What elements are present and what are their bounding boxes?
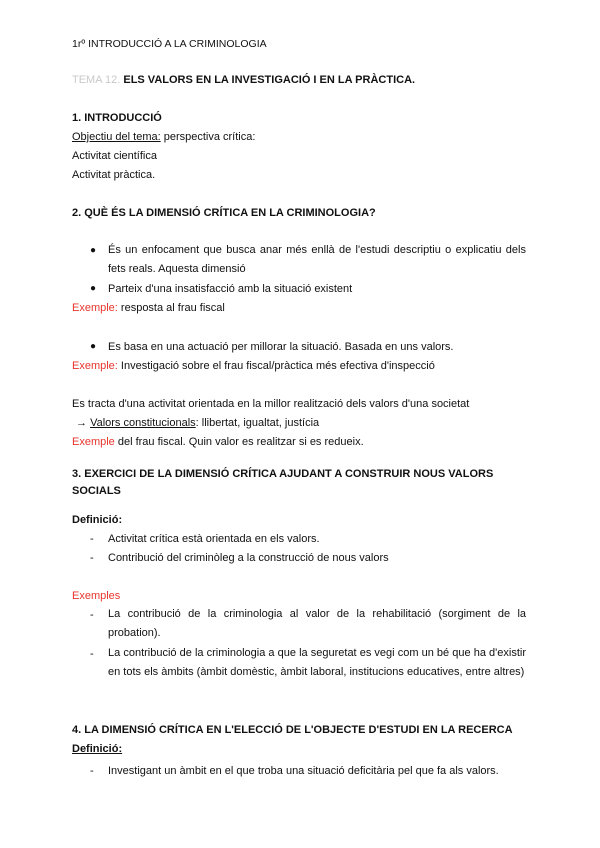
bullet-icon: ●: [90, 245, 97, 256]
s1-line-2: Activitat pràctica.: [72, 169, 156, 181]
example-text: Investigació sobre el frau fiscal/pràctica més efectiva d'inspecció: [117, 360, 435, 372]
section-3-heading-line-2: SOCIALS: [72, 485, 121, 497]
page-header: 1rº INTRODUCCIÓ A LA CRIMINOLOGIA: [72, 38, 267, 50]
title-prefix: TEMA 12.: [72, 74, 121, 86]
section-1-heading: 1. INTRODUCCIÓ: [72, 112, 162, 124]
s2-paragraph: Es tracta d'una activitat orientada en la millor realització dels valors d'una societat: [72, 398, 470, 410]
title-text: ELS VALORS EN LA INVESTIGACIÓ I EN LA PRÀCTICA.: [120, 74, 416, 86]
s3-example-item-1: La contribució de la criminologia al valor de la rehabilitació (sorgiment de la probation).: [108, 608, 526, 639]
example-text: resposta al frau fiscal: [117, 302, 225, 314]
s4-item: Investigant un àmbit en el que troba una situació deficitària pel que fa als valors.: [108, 765, 499, 777]
dash-icon: -: [90, 609, 94, 621]
arrow-icon: →: [76, 417, 87, 429]
s4-definition-label: Definició:: [72, 743, 123, 755]
objective-line: [72, 130, 255, 144]
values-line: [76, 416, 319, 430]
s2-example-1: [72, 301, 225, 315]
section-4-heading: 4. LA DIMENSIÓ CRÍTICA EN L'ELECCIÓ DE L'OBJECTE D'ESTUDI EN LA RECERCA: [72, 724, 513, 736]
s3-examples-label: Exemples: [72, 590, 121, 602]
s2-example-3: [72, 435, 364, 449]
section-3-heading-line-1: 3. EXERCICI DE LA DIMENSIÓ CRÍTICA AJUDANT A CONSTRUIR NOUS VALORS: [72, 468, 494, 480]
dash-icon: -: [90, 533, 94, 545]
s3-def-item-2: Contribució del criminòleg a la construcció de nous valors: [108, 552, 389, 564]
example-text: del frau fiscal. Quin valor es realitzar si es redueix.: [114, 436, 364, 448]
s3-definition-label: Definició:: [72, 514, 123, 526]
s3-example-item-2: La contribució de la criminologia a que la seguretat es vegi com un bé que ha d'existir en tots els àmbits (àmbit domèstic, àmbit laboral, institucions educatives, entre altres): [108, 647, 526, 678]
s2-example-2: [72, 359, 435, 373]
dash-icon: -: [90, 648, 94, 660]
example-label: Exemple:: [72, 360, 118, 372]
s2-bullet-2: Parteix d'una insatisfacció amb la situació existent: [108, 283, 353, 295]
s3-def-item-1: Activitat crítica està orientada en els valors.: [108, 533, 320, 545]
section-2-heading: 2. QUÈ ÉS LA DIMENSIÓ CRÍTICA EN LA CRIMINOLOGIA?: [72, 207, 376, 219]
dash-icon: -: [90, 552, 94, 564]
s2-bullet-1: És un enfocament que busca anar més enllà de l'estudi descriptiu o explicatiu dels fets reals. Aquesta dimensió: [108, 244, 526, 275]
bullet-icon: ●: [90, 283, 97, 294]
objective-label: Objectiu del tema:: [72, 131, 161, 143]
document-title: [72, 73, 415, 87]
example-label: Exemple:: [72, 302, 118, 314]
dash-icon: -: [90, 765, 94, 777]
values-label: Valors constitucionals: [90, 417, 196, 429]
s2-bullet-3: Es basa en una actuació per millorar la situació. Basada en uns valors.: [108, 341, 454, 353]
values-text: : llibertat, igualtat, justícia: [195, 417, 320, 429]
objective-text: perspectiva crítica:: [160, 131, 256, 143]
bullet-icon: ●: [90, 341, 97, 352]
s1-line-1: Activitat científica: [72, 150, 157, 162]
example-label: Exemple: [72, 436, 115, 448]
